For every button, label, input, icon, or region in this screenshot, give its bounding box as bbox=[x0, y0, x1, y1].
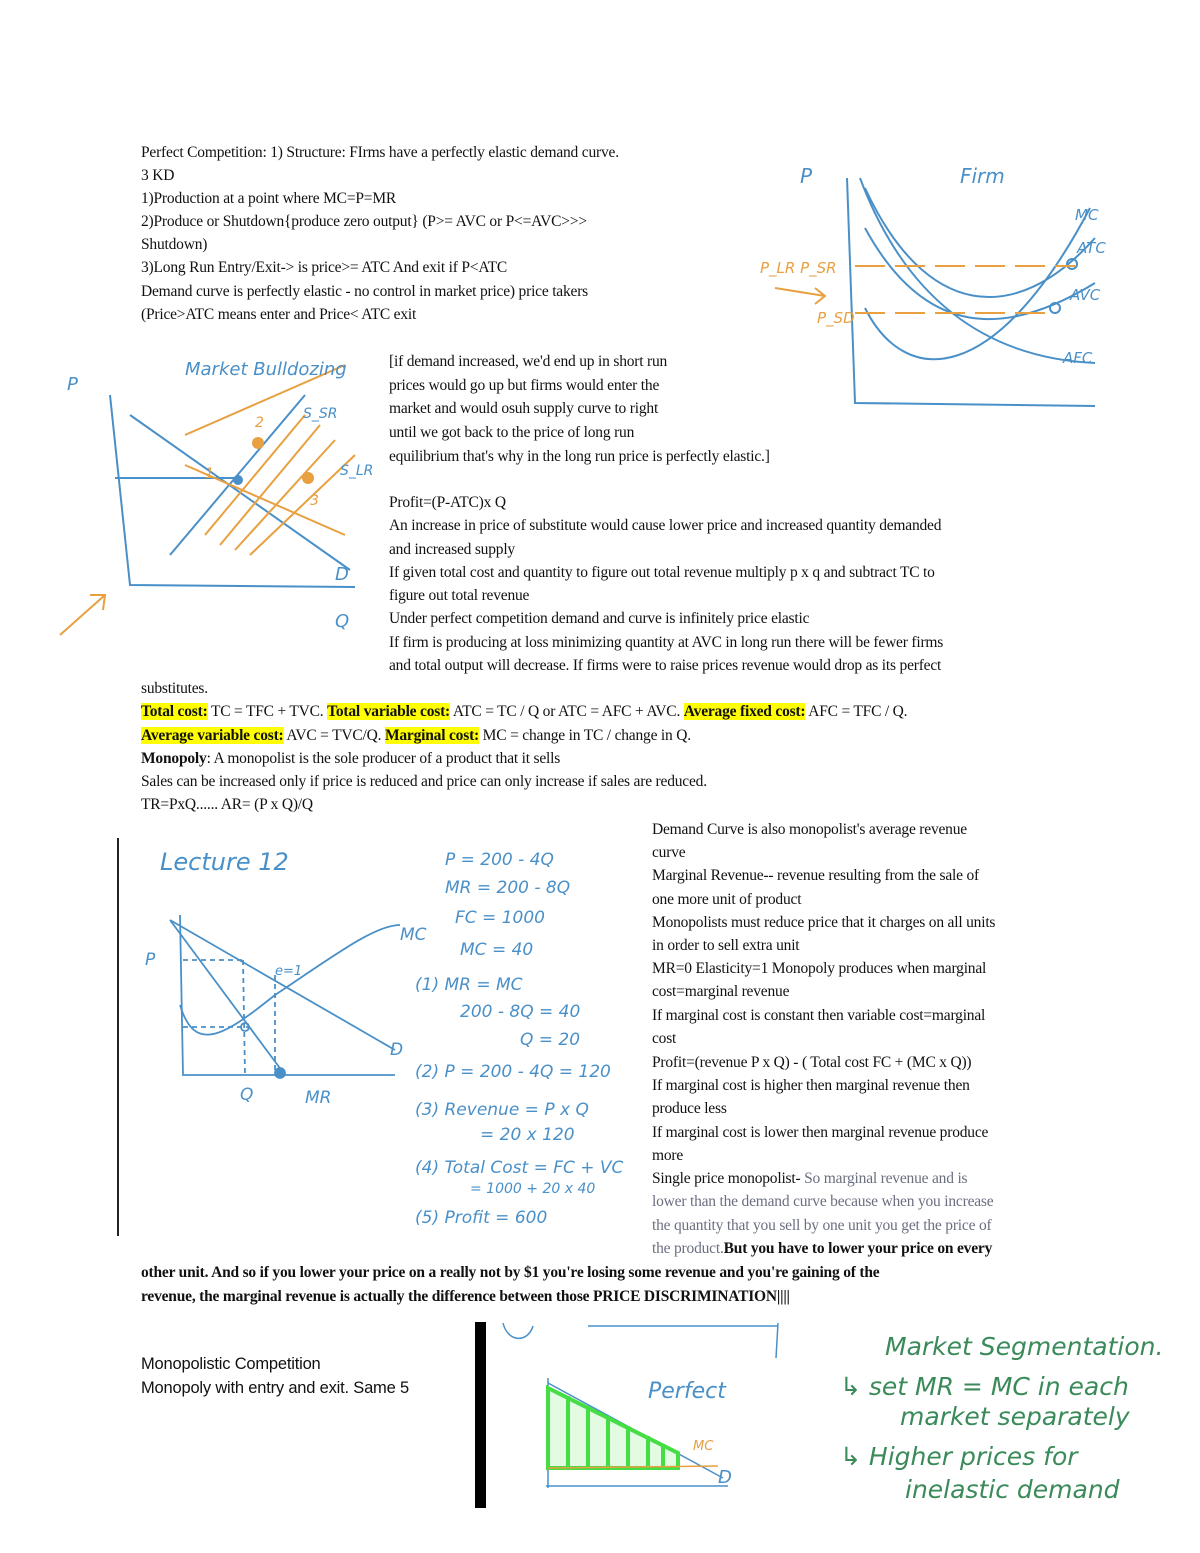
lecture-p-label: P bbox=[145, 950, 156, 970]
firm-title: Firm bbox=[960, 164, 1005, 188]
market-p-label: P bbox=[67, 374, 78, 395]
text-line: Sales can be increased only if price is reduced and price can only increase if sales are reduced. bbox=[141, 773, 707, 790]
text-line: If marginal cost is higher then marginal revenue then bbox=[652, 1077, 970, 1094]
perfect-discrimination-sketch bbox=[488, 1318, 788, 1508]
price-guide-line bbox=[183, 960, 245, 1075]
highlight-average-variable-cost: Average variable cost: bbox=[141, 727, 284, 744]
arrow-icon bbox=[60, 595, 105, 635]
text-line bbox=[141, 1287, 790, 1307]
text: : A monopolist is the sole producer of a product that it sells bbox=[206, 750, 561, 767]
margin-rule bbox=[117, 838, 119, 1236]
monopolistic-competition-desc: Monopoly with entry and exit. Same 5 bbox=[141, 1379, 409, 1397]
equilibrium-label-2: 2 bbox=[255, 415, 264, 431]
text-line: 3 KD bbox=[141, 167, 175, 184]
highlight-total-variable-cost: Total variable cost: bbox=[327, 703, 451, 720]
highlight-average-fixed-cost: Average fixed cost: bbox=[683, 703, 806, 720]
atc-label: ATC bbox=[1077, 239, 1106, 257]
equilibrium-label-3: 3 bbox=[310, 493, 319, 509]
cost-definitions-line-1 bbox=[141, 702, 907, 722]
text: MC = change in TC / change in Q. bbox=[479, 727, 691, 744]
supply-curve bbox=[170, 395, 305, 555]
firm-p-label: P bbox=[800, 164, 813, 188]
monopolistic-competition-title: Monopolistic Competition bbox=[141, 1355, 321, 1373]
equilibrium-label-1: 1 bbox=[205, 466, 214, 482]
text-line: Monopolists must reduce price that it charges on all units bbox=[652, 914, 996, 931]
text: revenue, the marginal revenue is actually the difference between those bbox=[141, 1288, 590, 1305]
worked-step: (4) Total Cost = FC + VC bbox=[415, 1158, 624, 1178]
equilibrium-point-2 bbox=[253, 438, 263, 448]
text: ATC = TC / Q or ATC = AFC + AVC. bbox=[450, 703, 684, 720]
s-sr-label: S_SR bbox=[303, 406, 338, 422]
text-line: 3)Long Run Entry/Exit-> is price>= ATC And exit if P<ATC bbox=[141, 259, 508, 276]
equilibrium-point-3 bbox=[303, 473, 313, 483]
mc-curve bbox=[180, 925, 400, 1035]
text: AFC = TFC / Q. bbox=[805, 703, 908, 720]
shifted-supply-curves bbox=[205, 415, 355, 555]
arrow-icon bbox=[775, 288, 825, 304]
text: Single price monopolist- bbox=[652, 1170, 805, 1187]
text-line: equilibrium that's why in the long run price is perfectly elastic.] bbox=[389, 448, 770, 465]
worked-step: (5) Profit = 600 bbox=[415, 1208, 548, 1228]
worked-step: MR = 200 - 8Q bbox=[445, 878, 571, 898]
text-line: 1)Production at a point where MC=P=MR bbox=[141, 190, 397, 207]
text-line: one more unit of product bbox=[652, 891, 802, 908]
text-line: market and would osuh supply curve to right bbox=[389, 400, 659, 417]
monopoly-label: Monopoly bbox=[141, 750, 207, 767]
s-lr-label: S_LR bbox=[340, 463, 374, 479]
text: So marginal revenue and is bbox=[804, 1170, 968, 1187]
lecture-title: Lecture 12 bbox=[160, 848, 289, 876]
text-line: cost=marginal revenue bbox=[652, 983, 790, 1000]
afc-label: AFC bbox=[1063, 349, 1093, 367]
text-line: until we got back to the price of long run bbox=[389, 424, 635, 441]
text-line: and increased supply bbox=[389, 541, 515, 558]
lecture-d-label: D bbox=[390, 1040, 404, 1060]
text-line: figure out total revenue bbox=[389, 587, 530, 604]
mc-curve bbox=[865, 208, 1090, 359]
text-line: [if demand increased, we'd end up in short run bbox=[389, 353, 668, 370]
worked-step: (2) P = 200 - 4Q = 120 bbox=[415, 1062, 611, 1082]
text-line: Marginal Revenue-- revenue resulting from the sale of bbox=[652, 867, 979, 884]
worked-step: 200 - 8Q = 40 bbox=[460, 1002, 581, 1022]
text: TC = TFC + TVC. bbox=[207, 703, 328, 720]
text-line: Profit=(P-ATC)x Q bbox=[389, 494, 506, 511]
text-line: An increase in price of substitute would cause lower price and increased quantity demanded bbox=[389, 517, 942, 534]
lecture-mc-label: MC bbox=[400, 925, 427, 945]
text-line: Shutdown) bbox=[141, 236, 208, 253]
worked-step: Q = 20 bbox=[520, 1030, 581, 1050]
market-sketch bbox=[55, 345, 385, 640]
text-line: TR=PxQ...... AR= (P x Q)/Q bbox=[141, 796, 313, 813]
text-line: Demand curve is perfectly elastic - no control in market price) price takers bbox=[141, 283, 589, 300]
text-line: If marginal cost is constant then variable cost=marginal bbox=[652, 1007, 986, 1024]
text-line: cost bbox=[652, 1030, 677, 1047]
text-line: produce less bbox=[652, 1100, 727, 1117]
avc-label: AVC bbox=[1070, 286, 1101, 304]
segmentation-note-line: ↳ Higher prices for bbox=[840, 1442, 1078, 1471]
mr-line bbox=[170, 920, 285, 1075]
highlight-marginal-cost: Marginal cost: bbox=[384, 727, 479, 744]
mc-label: MC bbox=[1075, 206, 1099, 224]
text-line: Under perfect competition demand and curve is infinitely price elastic bbox=[389, 610, 810, 627]
black-bar bbox=[475, 1322, 486, 1508]
sketch-fragment bbox=[503, 1323, 533, 1338]
worked-step: (1) MR = MC bbox=[415, 975, 523, 995]
text-line: 2)Produce or Shutdown{produce zero output} (P>= AVC or P<=AVC>>> bbox=[141, 213, 587, 230]
worked-step: FC = 1000 bbox=[455, 908, 545, 928]
text-line: MR=0 Elasticity=1 Monopoly produces when marginal bbox=[652, 960, 987, 977]
text-line: prices would go up but firms would enter the bbox=[389, 377, 660, 394]
text-line: If given total cost and quantity to figure out total revenue multiply p x q and subtract TC to bbox=[389, 564, 935, 581]
market-title: Market Bulldozing bbox=[185, 359, 347, 380]
text-line bbox=[652, 1169, 967, 1189]
text: AVC = TVC/Q. bbox=[283, 727, 385, 744]
text-line: more bbox=[652, 1147, 684, 1164]
worked-step: P = 200 - 4Q bbox=[445, 850, 554, 870]
text-line bbox=[652, 1239, 992, 1259]
text-line: Perfect Competition: 1) Structure: FIrms have a perfectly elastic demand curve. bbox=[141, 144, 619, 161]
perfect-mc-label: MC bbox=[693, 1439, 714, 1454]
firm-axes bbox=[847, 178, 1095, 406]
market-q-label: Q bbox=[335, 611, 350, 632]
highlight-total-cost: Total cost: bbox=[141, 703, 208, 720]
text-line: other unit. And so if you lower your price on a really not by $1 you're losing some revenue and you're gaining of the bbox=[141, 1264, 880, 1281]
text-line: Demand Curve is also monopolist's average revenue bbox=[652, 821, 967, 838]
worked-step: = 1000 + 20 x 40 bbox=[470, 1181, 596, 1197]
worked-step: = 20 x 120 bbox=[480, 1125, 575, 1145]
text-line: lower than the demand curve because when you increase bbox=[652, 1193, 994, 1210]
lecture-12-sketch bbox=[125, 835, 635, 1235]
text-line: If marginal cost is lower then marginal revenue produce bbox=[652, 1124, 989, 1141]
unit-elastic-label: e=1 bbox=[275, 964, 303, 979]
text-line: curve bbox=[652, 844, 686, 861]
text-line: and total output will decrease. If firms were to raise prices revenue would drop as its perfect bbox=[389, 657, 942, 674]
segmentation-note-line: Market Segmentation. bbox=[885, 1332, 1164, 1361]
perfect-d-label: D bbox=[718, 1467, 732, 1488]
text-line: substitutes. bbox=[141, 680, 208, 697]
market-segmentation-note bbox=[830, 1320, 1170, 1510]
text-line: in order to sell extra unit bbox=[652, 937, 800, 954]
text-line: (Price>ATC means enter and Price< ATC exit bbox=[141, 306, 417, 323]
firm-cost-curves-sketch bbox=[755, 148, 1115, 418]
psd-label: P_SD bbox=[817, 309, 855, 327]
text-line: Profit=(revenue P x Q) - ( Total cost FC + (MC x Q)) bbox=[652, 1054, 972, 1071]
segmentation-note-line: ↳ set MR = MC in each bbox=[840, 1372, 1129, 1401]
text: the product. bbox=[652, 1240, 724, 1257]
lecture-q-label: Q bbox=[240, 1085, 254, 1105]
atc-curve bbox=[865, 188, 1095, 297]
market-d-label: D bbox=[335, 564, 349, 585]
text-line: the quantity that you sell by one unit you get the price of bbox=[652, 1217, 992, 1234]
worked-step: (3) Revenue = P x Q bbox=[415, 1100, 589, 1120]
segmentation-note-line: market separately bbox=[900, 1402, 1130, 1431]
price-labels: P_LR P_SR bbox=[760, 259, 837, 277]
perfect-label: Perfect bbox=[648, 1379, 726, 1404]
price-discrimination-heading: PRICE DISCRIMINATION|||| bbox=[589, 1288, 790, 1305]
lecture-mr-label: MR bbox=[305, 1088, 332, 1108]
text: But you have to lower your price on every bbox=[723, 1240, 993, 1257]
mr-zero-point bbox=[275, 1068, 285, 1078]
sketch-border bbox=[588, 1323, 778, 1358]
equilibrium-point-1 bbox=[234, 476, 242, 484]
text-line: If firm is producing at loss minimizing quantity at AVC in long run there will be fewer firms bbox=[389, 634, 944, 651]
worked-step: MC = 40 bbox=[460, 940, 534, 960]
monopoly-definition bbox=[141, 749, 560, 769]
segmentation-note-line: inelastic demand bbox=[905, 1475, 1120, 1504]
avc-curve bbox=[865, 228, 1095, 319]
cost-definitions-line-2 bbox=[141, 726, 691, 746]
